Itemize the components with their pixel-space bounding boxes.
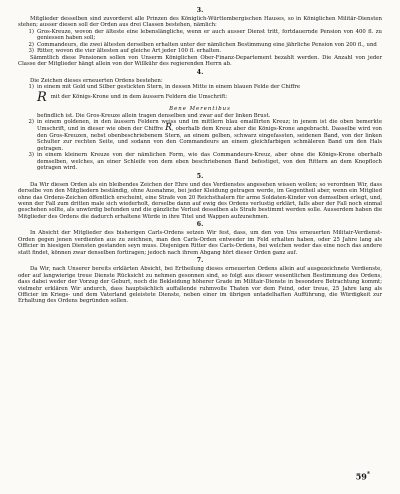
section-number-4: 4.	[196, 68, 204, 76]
royal-cipher: R	[165, 123, 172, 134]
item-text: in einem kleinern Kreuze von der nämlichen Form, wie das Commandeurs-Kreuz, aber ohne die Königs-Krone oberhalb demselben, welches, an einer Schleife von dem eben beschriebenen Band befestiget, von den Rittern an dem Knopfloch getragen wird.	[37, 152, 382, 172]
item-number: 3)	[28, 48, 34, 55]
folio-number: 59	[355, 472, 367, 482]
order-motto: Bene Merentibus	[169, 105, 231, 112]
section-4-item-2	[18, 119, 382, 152]
item-number: 1)	[28, 84, 34, 91]
item-text: Gros-Kreuze, wovon der älteste eine lebenslängliche, wenn er auch ausser Dienst tritt, fortdauernde Pension von 400 fl. zu geniessen haben soll;	[37, 28, 382, 42]
item-text: Ritter, wovon die vier ältesten auf gleiche Art jeder 100 fl. erhalten.	[37, 48, 222, 55]
section-6-text: In Absicht der Mitglieder des bisherigen Carls-Ordens setzen Wir fest, dass, um den von Uns erneuerten Militair-Verdienst-Orden gegen jenen verdienten aus zu zeichnen, man den Carls-Orden entweder im Feld erhalten haben, oder 25 Jahre lang als Officier in hiesigen Diensten gestanden seyn muss. Diejenigen Ritter des Carls-Ordens, bei welchen weder das eine noch das andere statt findet, können zwar denselben fortiragen; jedoch nach ihrem Abgang hört dieser Orden ganz auf.	[18, 230, 382, 256]
item-text: in einem goldenen, in den äussern Feldern weiss und im mittlern blau emaillirten Kreuz; in jenem ist die oben bemerkte Umschrift, und in dieser wie oben der Chiffre	[37, 118, 382, 133]
cipher-line	[18, 89, 382, 105]
section-3-tail: Sämmtlich diese Pensionen sollen von Unserm Königlichen Ober-Finanz-Departement bezahlt werden. Die Anzahl von jeder Classe der Mitglieder hängt allein von der Willkühr des regierenden Herrn ab.	[18, 54, 382, 68]
section-number-3: 3.	[196, 7, 204, 14]
page-folio	[356, 471, 370, 482]
section-4-intro: Die Zeichen dieses erneuerten Ordens bestehen:	[30, 77, 163, 84]
section-5-text: Da Wir diesen Orden als ein bleibendes Zeichen der Ehre und des Verdienstes angesehen wissen wollen; so verordnen Wir, dass derselbe von den Mitgliedern beständig, ohne Ausnahme, bei jeder Kleidung getragen werde, im Gegentheil aber, wenn ein Mitglied ohne das Ordens-Zeichen öffentlich erscheint, eine Strafe von 20 Reichsthalern für arme Soldaten-Kinder von demselben erlegt, und, wenn der Fall zum dritten male sich wiederholt, derselbe dann auf ewig des Ordens verlustig erklärt, falls aber der Fall noch einmal geschehen sollte, als unwürdig befunden und die gänzliche Verlust desselben als Strafe bestimmt werden solle. Ausserdem haben die Mitglieder des Ordens die dadurch erhaltene Würde in ihre Titel und Wappen aufzunehmen.	[18, 181, 382, 220]
royal-cipher: R	[37, 89, 47, 105]
section-3-item-1	[18, 29, 382, 42]
item-number: 2)	[28, 118, 34, 125]
item-text: mit der Königs-Krone und in dem äussern Feldern die Umschrift:	[50, 94, 228, 101]
section-number-7: 7.	[196, 257, 204, 265]
item-text: , oberhalb dem Kreuz aber die Königs-Krone angebracht. Dasselbe wird von den Gros-Kreuzen, nebst obenbeschriebenem Stern, an einem gelben, schwarz eingefassten, seidenen Band, von der linken Schulter zur rechten Seite, und sodann von den Commandeurs an einem gleichfarbigen schmäleren Band um den Hals getragen.	[37, 126, 382, 152]
item-text: in einem mit Gold und Silber gestickten Stern, in dessen Mitte in einem blauen Felde der Chiffre	[37, 84, 301, 91]
item-number: 2)	[28, 41, 34, 48]
section-number-5: 5.	[196, 172, 204, 180]
section-4-item-1-cont: befindlich ist. Die Gros-Kreuze allein tragen denselben und zwar auf der linken Brust.	[37, 112, 271, 119]
section-4-item-1	[18, 84, 382, 90]
item-text: Commandeurs, die zwei ältesten derselben erhalten unter der nämlichen Bestimmung eine jährliche Pension von 200 fl., und	[37, 41, 377, 48]
item-number: 1)	[28, 28, 34, 35]
section-number-6: 6.	[196, 221, 204, 229]
item-text-wrap	[37, 119, 382, 152]
folio-mark: *	[366, 471, 370, 479]
section-4-item-3	[18, 152, 382, 171]
item-number: 3)	[28, 152, 34, 159]
section-7-text: Da Wir, nach Unserer bereits erklärten Absicht, bei Ertheilung dieses erneuerten Ordens allein auf ausgezeichnete Verdienste, oder auf langwierige treue Dienste Rücksicht zu nehmen gesonnen sind, so folgt aus dieser wesentlichen Bestimmung des Ordens, dass dabei weder der Vorzug der Geburt, noch die Bekleidung höherer Grade im Militair-Dienste in besondere Betrachtung kommt; vielmehr erklären Wir andurch, dass hauptsächlich auffallende ruhmvolle Thaten vor dem Feind, oder treue, 25 Jahre lang als Officier im Kriegs- und dem Vaterland geleistete Dienste, neben einer im übrigen untadelhaften Aufführung, die Würdigkeit zur Erhaltung des Ordens begründen sollen.	[18, 266, 382, 305]
section-3-intro: Mitglieder desselben sind zuvorderst alle Prinzen des Königlich-Württembergischen Hauses, so in Königlichen Militär-Diensten stehen; ausser diesen soll der Orden aus drei Classen bestehen, nämlich:	[18, 16, 382, 29]
section-3-item-3	[18, 48, 382, 54]
